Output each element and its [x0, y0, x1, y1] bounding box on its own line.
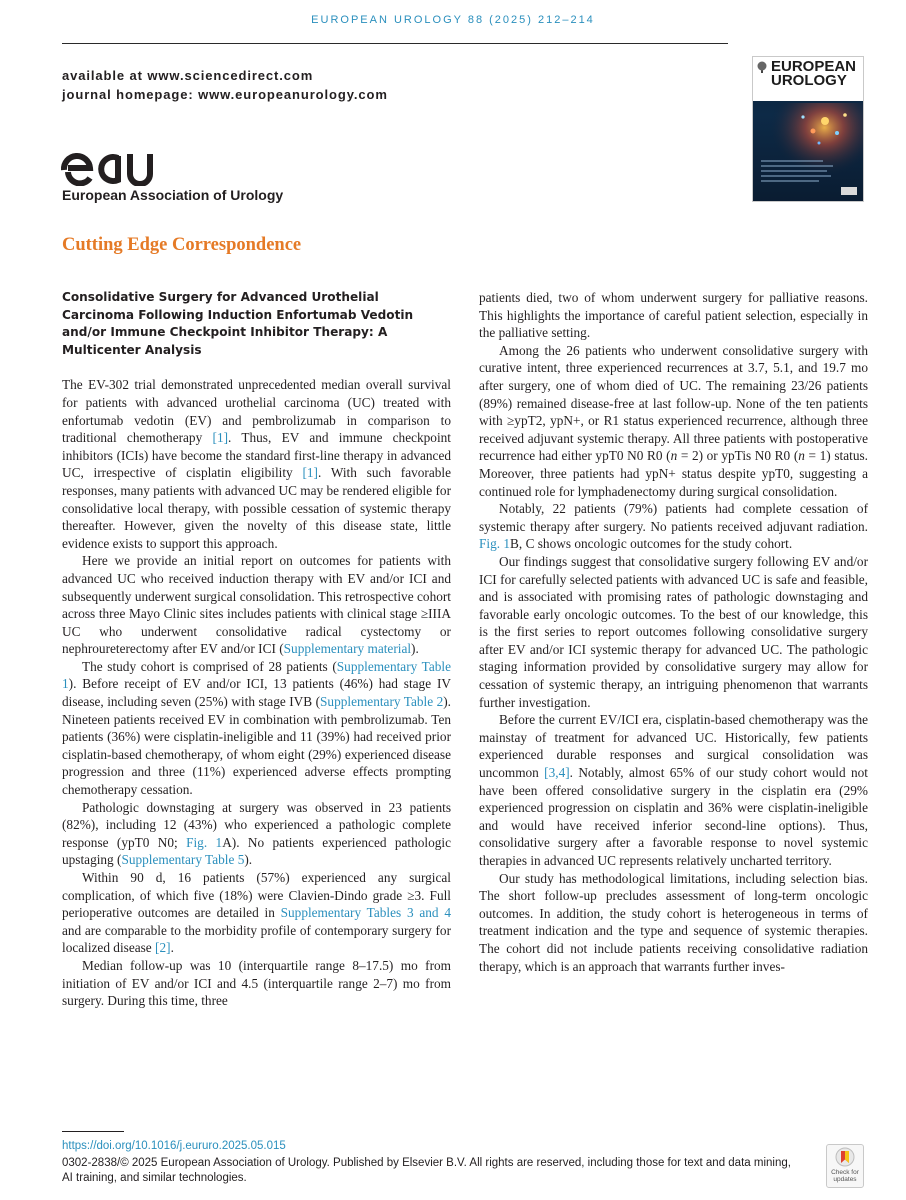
eau-name: European Association of Urology	[62, 187, 284, 203]
copyright-notice: 0302-2838/© 2025 European Association of Urology. Published by Elsevier B.V. All rights are reserved, including those for text and data mining, AI training, and similar technologies.	[62, 1157, 791, 1184]
paragraph-10: Before the current EV/ICI era, cisplatin-based chemotherapy was the mainstay of treatment for advanced UC. Historically, few patients experienced durable responses and surgical consolidation was uncommon [3,4]. Notably, almost 65% of our study cohort would not have been offered consolidative surgery in the cisplatin era (29% experienced progression on cisplatin and 36% were cisplatin-ineligible and would have received inferior second-line options). Thus, consolidative surgery after a favorable response to novel systemic therapies in advanced UC represents relatively uncharted territory.	[479, 712, 868, 868]
ref-1-link[interactable]: [1]	[212, 430, 229, 446]
ref-3-4-link[interactable]: [3,4]	[544, 765, 570, 781]
fig-1-link[interactable]: Fig. 1	[186, 834, 223, 850]
paragraph-11: Our study has methodological limitations, including selection bias. The short follow-up precludes assessment of long-term oncologic outcomes. In addition, the study cohort is heterogeneous in terms of treatment indication and the type and sequence of systemic therapies. The cohort did not include patients receiving consolidative radiation therapy, which is an approach that warrants further inves-	[479, 870, 868, 974]
cover-title: EUROPEAN UROLOGY	[771, 58, 857, 89]
paragraph-7: Among the 26 patients who underwent consolidative surgery with curative intent, three experienced recurrences at 3.7, 5.1, and 19.7 mo after surgery, one of whom died of UC. The remaining 23/26 patients (89%) remained disease-free at last follow-up. None of the ten patients with ≥ypT2, ypN+, or R1 status experienced recurrence, although three received adjuvant systemic therapy. All three patients with postoperative recurrence had either ypT0 N0 R0 (n = 2) or ypTis N0 R0 (n = 1) status. Moreover, three patients had ypN+ status despite ypT0, suggesting a continued role for lymphadenectomy during surgical consolidation.	[479, 342, 868, 499]
running-head: EUROPEAN UROLOGY 88 (2025) 212–214	[311, 14, 595, 26]
header-rule	[62, 43, 728, 44]
check-for-updates-badge[interactable]	[826, 1144, 864, 1188]
right-column	[479, 289, 868, 975]
elsevier-tree-icon	[756, 61, 768, 73]
paragraph-6-end: patients died, two of whom underwent surgery for palliative reasons. This highlights the importance of careful patient selection, especially in the palliative setting.	[479, 290, 868, 341]
supplementary-material-link[interactable]: Supplementary material	[283, 641, 412, 657]
supplementary-table-1-link[interactable]: Supplementary Table 1	[62, 658, 451, 692]
paragraph-9: Our findings suggest that consolidative surgery following EV and/or ICI for carefully selected patients with advanced UC is safe and feasible, and is associated with promising rates of pathologic downstaging and favorable early oncologic outcomes. To the best of our knowledge, this is the first series to report outcomes following consolidative surgery after EV and/or ICI systemic therapy for advanced UC. The pathologic staging information provided by consolidative surgery may allow for cessation of systemic therapy, an intriguing phenomenon that warrants further investigation.	[479, 553, 868, 710]
footer-rule	[62, 1131, 124, 1132]
availability-block	[62, 66, 388, 104]
supplementary-table-5-link[interactable]: Supplementary Table 5	[121, 852, 245, 868]
supplementary-table-2-link[interactable]: Supplementary Table 2	[320, 694, 444, 710]
paragraph-2: Here we provide an initial report on outcomes for patients with advanced UC who received induction therapy with EV and/or ICI and subsequently underwent surgical consolidation. This retrospective cohort across three Mayo Clinic sites includes patients with clinical stage ≥IIIA UC who underwent consolidative radical cystectomy or nephroureterectomy after EV and/or ICI (Supplementary material).	[62, 553, 451, 657]
homepage-line[interactable]: journal homepage: www.europeanurology.com	[62, 87, 388, 102]
paragraph-6-start: Median follow-up was 10 (interquartile range 8–17.5) mo from initiation of EV and/or ICI and 4.5 (interquartile range 2–7) mo from surgery. During this time, three	[62, 957, 451, 1009]
supplementary-tables-3-4-link[interactable]: Supplementary Tables 3 and 4	[280, 905, 451, 921]
doi-link[interactable]: https://doi.org/10.1016/j.eururo.2025.05.015	[62, 1140, 286, 1152]
fig-1-link-2[interactable]: Fig. 1	[479, 536, 511, 552]
eau-logo[interactable]	[60, 148, 156, 186]
journal-cover[interactable]	[752, 56, 864, 202]
paragraph-1: The EV-302 trial demonstrated unprecedented median overall survival for patients with advanced urothelial carcinoma (UC) treated with enfortumab vedotin (EV) and pembrolizumab in comparison to traditional chemotherapy [1]. Thus, EV and immune checkpoint inhibitors (ICIs) have become the standard first-line therapy in advanced UC, irrespective of cisplatin eligibility [1]. With such favorable responses, many patients with advanced UC may be rendered eligible for consolidative local therapy, with possible cessation of systemic therapy thereafter. However, given the novelty of this disease state, little evidence exists to support this approach.	[62, 377, 451, 551]
paragraph-4: Pathologic downstaging at surgery was observed in 23 patients (82%), including 12 (43%) who experienced a pathologic complete response (ypT0 N0; Fig. 1A). No patients experienced pathologic upstaging (Supplementary Table 5).	[62, 799, 451, 868]
cover-header	[753, 57, 863, 101]
bookmark-icon	[827, 1145, 863, 1169]
article-title: Consolidative Surgery for Advanced Urothelial Carcinoma Following Induction Enfortumab Vedotin and/or Immune Checkpoint Inhibitor Therapy: A Multicenter Analysis	[62, 290, 414, 357]
left-column	[62, 289, 451, 1010]
ref-1-link-2[interactable]: [1]	[302, 465, 318, 481]
paragraph-8: Notably, 22 patients (79%) patients had complete cessation of systemic therapy after surgery. No patients received adjuvant radiation. Fig. 1B, C shows oncologic outcomes for the study cohort.	[479, 501, 868, 552]
section-heading: Cutting Edge Correspondence	[62, 235, 302, 255]
cover-artwork	[753, 103, 863, 201]
paragraph-3: The study cohort is comprised of 28 patients (Supplementary Table 1). Before receipt of EV and/or ICI, 13 patients (46%) had stage IV disease, including seven (25%) with stage IVB (Supplementary Table 2). Nineteen patients received EV in combination with pembrolizumab. Ten patients (36%) were cisplatin-ineligible and 11 (39%) had received prior cisplatin-based chemotherapy, of whom eight (29%) experienced disease progression and three (11%) experienced adverse effects prompting chemotherapy cessation.	[62, 658, 451, 798]
sciencedirect-line[interactable]: available at www.sciencedirect.com	[62, 68, 314, 83]
paragraph-5: Within 90 d, 16 patients (57%) experienced any surgical complication, of which five (18%) were Clavien-Dindo grade ≥3. Full perioperative outcomes are detailed in Supplementary Tables 3 and 4 and are comparable to the morbidity profile of contemporary surgery for localized disease [2].	[62, 870, 451, 956]
badge-label: Check for updates	[831, 1169, 859, 1183]
ref-2-link[interactable]: [2]	[155, 940, 171, 956]
